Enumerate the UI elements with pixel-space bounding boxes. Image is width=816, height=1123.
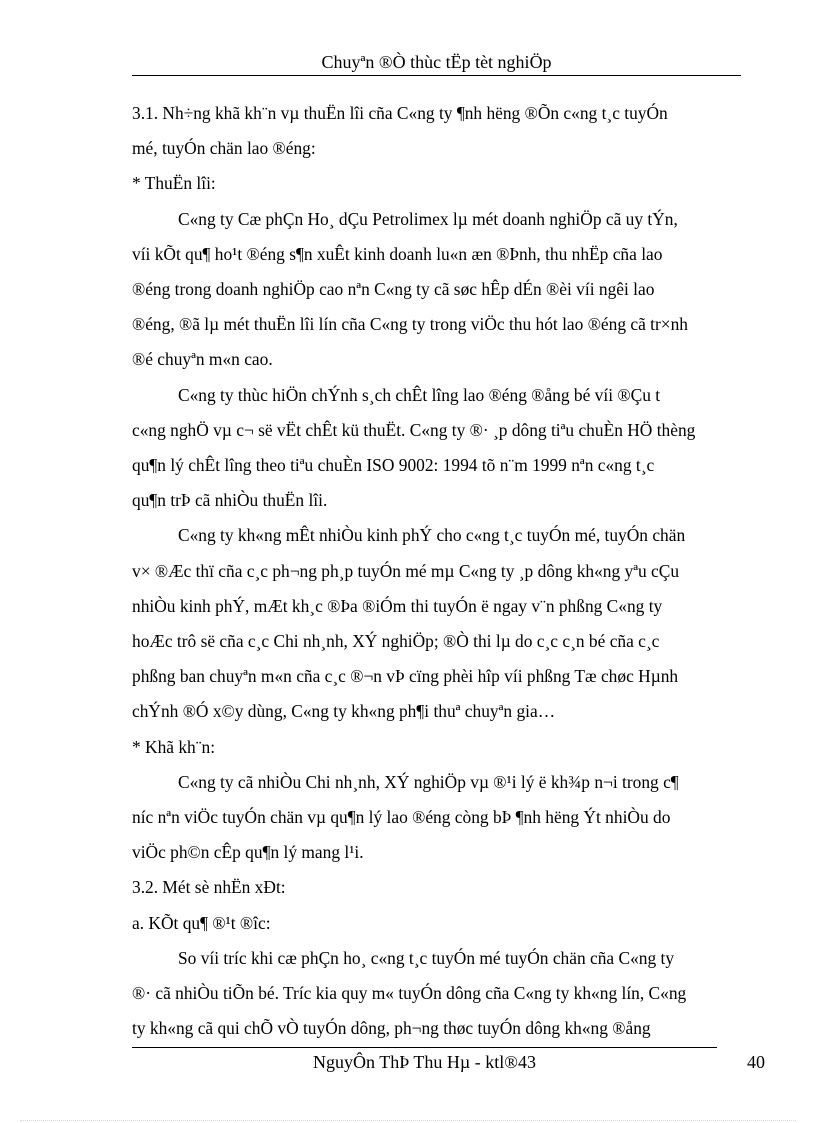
- text-line: viÖc ph©n cÊp qu¶n lý mang l¹i.: [132, 842, 364, 863]
- text-line: mé, tuyÓn chän lao ®éng:: [132, 138, 316, 159]
- header-divider: [132, 75, 741, 76]
- text-line: phßng ban chuyªn m«n cña c¸c ®¬n vÞ cïng phèi hîp víi phßng Tæ chøc Hµnh: [132, 666, 679, 687]
- text-line: C«ng ty Cæ phÇn Ho¸ dÇu Petrolimex lµ mét doanh nghiÖp cã uy tÝn,: [178, 208, 678, 229]
- subheading-difficulties: * Khã kh¨n:: [132, 736, 216, 757]
- text-line: nhiÒu kinh phÝ, mÆt kh¸c ®Þa ®iÓm thi tuyÓn ë ngay v¨n phßng C«ng ty: [132, 595, 663, 616]
- text-line: qu¶n trÞ cã nhiÒu thuËn lîi.: [132, 490, 328, 511]
- footer-divider: [132, 1047, 717, 1048]
- text-line: ®é chuyªn m«n cao.: [132, 349, 273, 370]
- text-line: c«ng nghÖ vµ c¬ së vËt chÊt kü thuËt. C«ng ty ®· ¸p dông tiªu chuÈn HÖ thèng: [132, 419, 696, 440]
- text-line: chÝnh ®Ó x©y dùng, C«ng ty kh«ng ph¶i thuª chuyªn gia…: [132, 701, 556, 722]
- subheading-results: a. KÕt qu¶ ®¹t ®îc:: [132, 912, 271, 933]
- text-line: v× ®Æc thï cña c¸c ph¬ng ph¸p tuyÓn mé mµ C«ng ty ¸p dông kh«ng yªu cÇu: [132, 560, 680, 581]
- page-number: 40: [747, 1052, 765, 1072]
- footer-author: NguyÔn ThÞ Thu Hµ - ktl®43: [313, 1052, 536, 1072]
- text-line: C«ng ty kh«ng mÊt nhiÒu kinh phÝ cho c«ng t¸c tuyÓn mé, tuyÓn chän: [178, 525, 686, 546]
- section-heading-3-1: 3.1. Nh÷ng khã kh¨n vµ thuËn lîi cña C«ng ty ¶nh hëng ®Õn c«ng t¸c tuyÓn: [132, 103, 668, 123]
- text-line: So víi tríc khi cæ phÇn ho¸ c«ng t¸c tuyÓn mé tuyÓn chän cña C«ng ty: [178, 947, 675, 968]
- text-line: ®éng, ®ã lµ mét thuËn lîi lín cña C«ng ty trong viÖc thu hót lao ®éng cã tr×nh: [132, 314, 688, 335]
- text-line: víi kÕt qu¶ ho¹t ®éng s¶n xuÊt kinh doanh lu«n æn ®Þnh, thu nhËp cña lao: [132, 243, 663, 264]
- running-header: Chuyªn ®Ò thùc tËp tèt nghiÖp: [321, 52, 552, 72]
- text-line: C«ng ty thùc hiÖn chÝnh s¸ch chÊt lîng lao ®éng ®ång bé víi ®Çu t: [178, 384, 661, 405]
- text-line: hoÆc trô së cña c¸c Chi nh¸nh, XÝ nghiÖp; ®Ò thi lµ do c¸c c¸n bé cña c¸c: [132, 631, 660, 652]
- section-heading-3-2: 3.2. Mét sè nhËn xÐt:: [132, 877, 286, 898]
- text-line: ®éng trong doanh nghiÖp cao nªn C«ng ty cã søc hÊp dÉn ®èi víi ngêi lao: [132, 279, 655, 300]
- subheading-advantages: * ThuËn lîi:: [132, 173, 216, 194]
- text-line: níc nªn viÖc tuyÓn chän vµ qu¶n lý lao ®éng còng bÞ ¶nh hëng Ýt nhiÒu do: [132, 807, 671, 828]
- text-line: ty kh«ng cã qui chÕ vÒ tuyÓn dông, ph¬ng thøc tuyÓn dông kh«ng ®ång: [132, 1018, 651, 1039]
- page-edge: [20, 1120, 796, 1121]
- text-line: C«ng ty cã nhiÒu Chi nh¸nh, XÝ nghiÖp vµ ®¹i lý ë kh¾p n¬i trong c¶: [178, 771, 679, 792]
- text-line: ®· cã nhiÒu tiÕn bé. Tríc kia quy m« tuyÓn dông cña C«ng ty kh«ng lín, C«ng: [132, 983, 687, 1004]
- body-text: [132, 96, 742, 1046]
- text-line: qu¶n lý chÊt lîng theo tiªu chuÈn ISO 9002: 1994 tõ n¨m 1999 nªn c«ng t¸c: [132, 455, 655, 476]
